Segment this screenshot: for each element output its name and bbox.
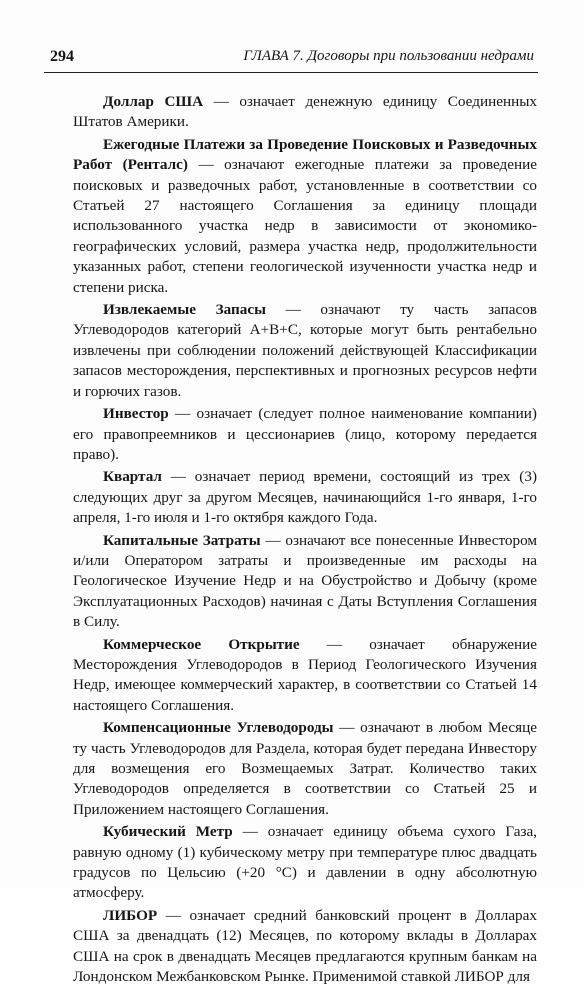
page-header — [44, 46, 538, 73]
definition-entry — [73, 92, 537, 133]
defined-term: Коммерческое Открытие — [103, 635, 300, 653]
definition-entry — [73, 531, 537, 633]
definition-text: — означают ежегодные платежи за проведение поисковых и разведочных работ, установленные в соответствии со Статьей 27 настоящего Соглашения за единицу площади использованного участка недр в зависимости от экономико-географических условий, размера участка недр, продолжительности указанных работ, степени геологической изученности участка недр и степени риска. — [73, 156, 537, 296]
definition-entry — [73, 300, 537, 402]
definition-text: — означают в любом Месяце ту часть Углеводородов для Раздела, которая будет передана Инвестору для возмещения его Возмещаемых Затрат. Количество таких Углеводородов определяется в соответствии со Статьей 25 и Приложением настоящего Соглашения. — [73, 719, 537, 818]
definition-text: — означает единицу объема сухого Газа, равную одному (1) кубическому метру при температуре плюс двадцать градусов по Цельсию (+20 °С) и давлении в одну абсолютную атмосферу. — [73, 823, 537, 902]
defined-term: Капитальные Затраты — [103, 531, 261, 549]
definition-entry — [73, 135, 537, 298]
definition-text: — означают все понесенные Инвестором и/или Оператором затраты и произведенные им расходы на Геологическое Изучение Недр и на Обустройство и Добычу (кроме Эксплуатационных Расходов) начиная с Даты Вступления Соглашения в Силу. — [73, 531, 538, 631]
definition-entry — [73, 467, 537, 528]
defined-term: Квартал — [103, 468, 162, 486]
definition-text: — означает обнаружение Месторождения Углеводородов в Период Геологического Изучения Недр, имеющее коммерческий характер, в соответствии со Статьей 14 настоящего Соглашения. — [73, 635, 537, 714]
definition-text: — означает (следует полное наименование компании) его правопреемников и цессионариев (лицо, которому передается право). — [73, 405, 537, 463]
document-body — [73, 92, 537, 989]
defined-term: Компенсационные Углеводороды — [103, 719, 334, 737]
defined-term: Инвестор — [103, 405, 169, 423]
defined-term: Доллар США — [103, 93, 204, 110]
definition-entry — [73, 718, 537, 820]
defined-term: ЛИБОР — [103, 906, 158, 924]
running-head: ГЛАВА 7. Договоры при пользовании недрами — [243, 48, 534, 64]
definition-entry — [73, 822, 537, 904]
definition-entry — [73, 635, 537, 717]
definition-text: — означает денежную единицу Соединенных Штатов Америки. — [73, 93, 538, 131]
definition-entry — [73, 906, 537, 988]
definition-text: — означает период времени, состоящий из трех (3) следующих друг за другом Месяцев, начинающийся 1-го января, 1-го апреля, 1-го июля и 1-го октября каждого Года. — [73, 468, 537, 527]
defined-term: Извлекаемые Запасы — [103, 301, 266, 319]
page-number: 294 — [50, 48, 74, 65]
definition-text: — означает средний банковский процент в Долларах США за двенадцать (12) Месяцев, по которому вклады в Долларах США на срок в двенадцать Месяцев предлагаются крупным банкам на Лондонском Межбанковском Рынке. Применимой ставкой ЛИБОР для — [73, 906, 537, 986]
definition-text: — означают ту часть запасов Углеводородов категорий А+В+С, которые могут быть рентабельно извлечены при соблюдении положений действующей Классификации запасов месторождения, перспективных и прогнозных ресурсов нефти и горючих газов. — [73, 301, 537, 400]
definition-entry — [73, 404, 537, 465]
defined-term: Кубический Метр — [103, 823, 233, 841]
defined-term: Ежегодные Платежи за Проведение Поисковых и Разведочных Работ (Ренталс) — [73, 135, 537, 174]
